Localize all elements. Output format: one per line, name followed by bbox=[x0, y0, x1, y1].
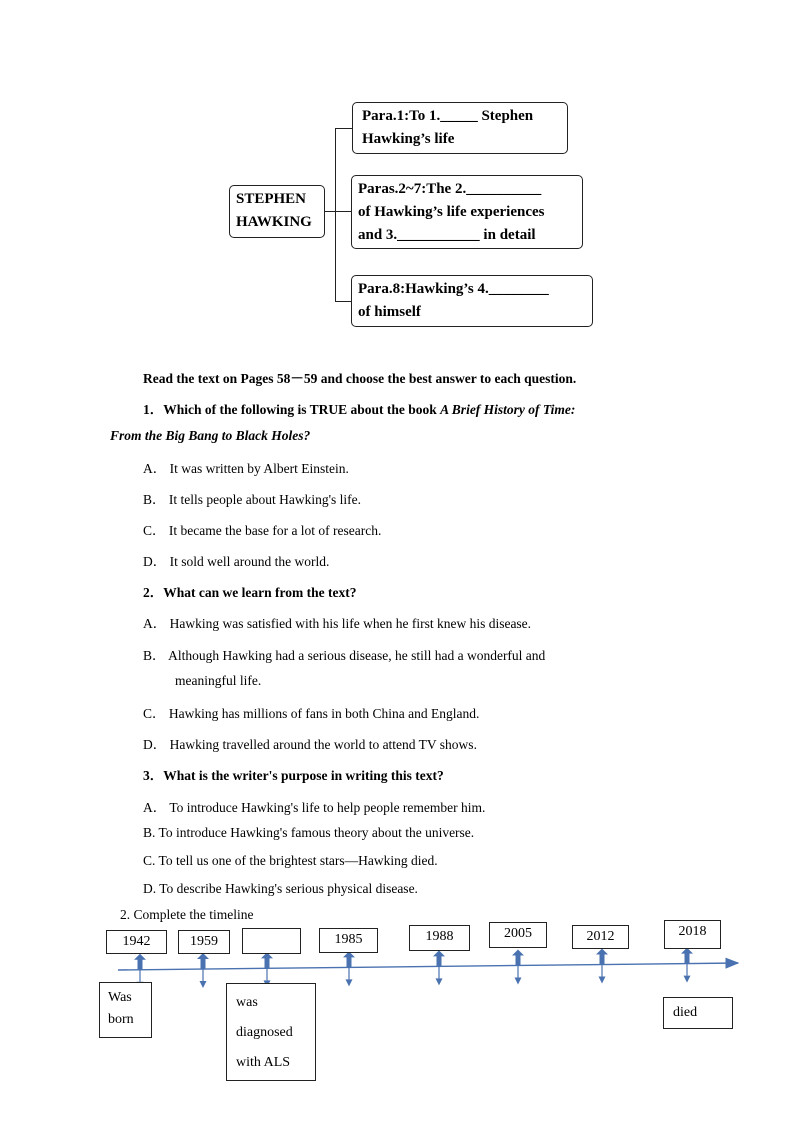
option: B. To introduce Hawking's famous theory about the universe. bbox=[143, 825, 475, 840]
option: C． It became the base for a lot of research. bbox=[143, 523, 382, 538]
option-continued: meaningful life. bbox=[175, 673, 262, 688]
timeline-down-arrowhead bbox=[200, 981, 207, 988]
timeline-down-arrowhead bbox=[436, 978, 443, 985]
note-line: born bbox=[108, 1012, 134, 1027]
option: A． To introduce Hawking's life to help people remember him. bbox=[143, 800, 486, 815]
year-box: 1988 bbox=[409, 925, 470, 951]
book-subtitle: From the Big Bang to Black Holes? bbox=[110, 428, 311, 443]
branch-line: Paras.2~7:The 2.__________ bbox=[358, 181, 542, 197]
branch-line: and 3.___________ in detail bbox=[358, 227, 536, 243]
option: D． It sold well around the world. bbox=[143, 554, 330, 569]
question-3-stem: 3．What is the writer's purpose in writing this text? bbox=[143, 768, 444, 783]
book-title: A Brief History of Time: bbox=[440, 402, 576, 417]
mindmap-root-line: STEPHEN bbox=[236, 191, 307, 207]
timeline-up-arrow bbox=[512, 949, 524, 965]
year-box: 1942 bbox=[106, 930, 167, 954]
timeline-down-arrowhead bbox=[346, 979, 353, 986]
note-born bbox=[99, 982, 152, 1038]
branch-line: of himself bbox=[358, 304, 421, 320]
option: D. To describe Hawking's serious physical disease. bbox=[143, 881, 418, 896]
option: D． Hawking travelled around the world to attend TV shows. bbox=[143, 737, 477, 752]
year-box: 2005 bbox=[489, 922, 547, 948]
note-line: was bbox=[236, 995, 258, 1010]
branch-line: Para.1:To 1._____ Stephen bbox=[362, 108, 534, 124]
option: A． Hawking was satisfied with his life when he first knew his disease. bbox=[143, 616, 532, 631]
option: B． It tells people about Hawking's life. bbox=[143, 492, 362, 507]
instruction: Read the text on Pages 58－59 and choose the best answer to each question. bbox=[143, 371, 577, 386]
note-died: died bbox=[663, 997, 733, 1029]
branch-line: Hawking’s life bbox=[362, 131, 455, 147]
timeline-heading: 2. Complete the timeline bbox=[120, 907, 254, 922]
year-box: 1985 bbox=[319, 928, 378, 953]
note-diagnosed bbox=[226, 983, 316, 1081]
option: C． Hawking has millions of fans in both China and England. bbox=[143, 706, 480, 721]
mindmap-root-line: HAWKING bbox=[236, 214, 312, 230]
note-line: Was bbox=[108, 990, 132, 1005]
timeline-up-arrow bbox=[681, 948, 693, 964]
timeline-up-arrow bbox=[134, 954, 146, 970]
timeline-up-arrow bbox=[596, 949, 608, 965]
year-box: 2018 bbox=[664, 920, 721, 949]
timeline-axis bbox=[118, 963, 738, 970]
year-box: 2012 bbox=[572, 925, 629, 949]
question-2-stem: 2．What can we learn from the text? bbox=[143, 585, 357, 600]
question-stem-text: 1．Which of the following is TRUE about the book bbox=[143, 402, 441, 417]
option: A． It was written by Albert Einstein. bbox=[143, 461, 349, 476]
year-box: 1959 bbox=[178, 930, 230, 954]
timeline-down-arrowhead bbox=[599, 977, 606, 984]
note-line: with ALS bbox=[236, 1055, 291, 1070]
note-line: diagnosed bbox=[236, 1025, 293, 1040]
branch-line: Para.8:Hawking’s 4.________ bbox=[358, 281, 549, 297]
option: C. To tell us one of the brightest stars—Hawking died. bbox=[143, 853, 438, 868]
timeline-down-arrowhead bbox=[515, 977, 522, 984]
option: B． Although Hawking had a serious disease, he still had a wonderful and bbox=[143, 648, 546, 663]
branch-line: of Hawking’s life experiences bbox=[358, 204, 545, 220]
year-box-blank bbox=[242, 928, 301, 954]
timeline-down-arrowhead bbox=[684, 976, 691, 983]
timeline-up-arrow bbox=[343, 951, 355, 967]
timeline-up-arrow bbox=[261, 952, 273, 968]
timeline-up-arrow bbox=[433, 950, 445, 966]
timeline-up-arrow bbox=[197, 953, 209, 969]
